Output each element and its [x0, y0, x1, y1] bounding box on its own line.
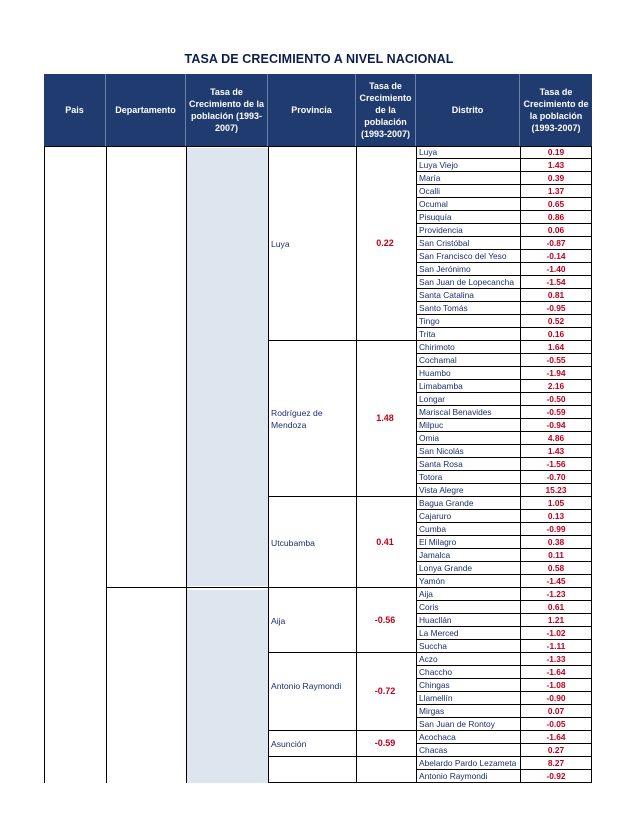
district-rate: 0.11 [520, 549, 591, 561]
district-name: Abelardo Pardo Lezameta [419, 758, 517, 768]
district-name: Succha [419, 641, 447, 651]
district-rate: 0.65 [520, 198, 591, 210]
district-name: Chirimoto [419, 342, 455, 352]
column-divider [106, 146, 107, 783]
province-rate: 0.41 [376, 536, 394, 547]
district-rate: 4.86 [520, 432, 591, 444]
table-row [416, 289, 591, 302]
district-name: Tingo [419, 316, 440, 326]
district-name: Llamellín [419, 693, 453, 703]
district-name: Aczo [419, 654, 438, 664]
district-name: San Juan de Lopecancha [419, 277, 514, 287]
province-divider [268, 340, 416, 341]
district-name: Mirgas [419, 706, 445, 716]
table-row [416, 367, 591, 380]
district-name: Ocalli [419, 186, 440, 196]
table-row [416, 731, 591, 744]
district-rate: -1.64 [520, 731, 591, 743]
table-row [416, 393, 591, 406]
district-rate: -0.92 [520, 770, 591, 782]
header-bottom-border [44, 146, 592, 147]
table-row [416, 744, 591, 757]
province-divider [268, 496, 416, 497]
district-rate: 0.86 [520, 211, 591, 223]
district-name: Cajaruro [419, 511, 452, 521]
district-name: Luya Viejo [419, 160, 458, 170]
table-row [416, 198, 591, 211]
table-row [416, 432, 591, 445]
table-row [416, 263, 591, 276]
district-rate: -1.64 [520, 666, 591, 678]
province-rate: 0.22 [376, 237, 394, 248]
district-rate: -0.59 [520, 406, 591, 418]
table-row [416, 159, 591, 172]
district-name: Omia [419, 433, 440, 443]
district-name: Limabamba [419, 381, 463, 391]
district-rate: -0.50 [520, 393, 591, 405]
header-distrito: Distrito [416, 74, 520, 146]
district-name: Vista Alegre [419, 485, 464, 495]
table-row [416, 549, 591, 562]
province-divider [268, 652, 416, 653]
table-row [416, 653, 591, 666]
district-rate: -1.23 [520, 588, 591, 600]
department-divider [106, 587, 268, 588]
district-rate: -0.99 [520, 523, 591, 535]
district-rate: -1.54 [520, 276, 591, 288]
district-rate: 0.52 [520, 315, 591, 327]
district-rate: 0.61 [520, 601, 591, 613]
district-rate: 0.27 [520, 744, 591, 756]
district-rate: 0.81 [520, 289, 591, 301]
district-name: Pisuquía [419, 212, 452, 222]
district-rate: -0.55 [520, 354, 591, 366]
district-rate: 0.38 [520, 536, 591, 548]
district-name: San Cristóbal [419, 238, 470, 248]
table-row [416, 770, 591, 783]
table-row [416, 705, 591, 718]
district-rate: -0.14 [520, 250, 591, 262]
department-rate-cell [187, 590, 268, 783]
table-row [416, 315, 591, 328]
district-name: Mariscal Benavides [419, 407, 492, 417]
table-row [416, 211, 591, 224]
district-rate: 1.43 [520, 159, 591, 171]
district-rate: -1.11 [520, 640, 591, 652]
table-row [416, 757, 591, 770]
district-name: Longar [419, 394, 446, 404]
district-name: Chingas [419, 680, 450, 690]
table-row [416, 575, 591, 588]
province-name: Rodríguez de Mendoza [271, 408, 323, 430]
district-rate: -0.90 [520, 692, 591, 704]
district-name: Acochaca [419, 732, 456, 742]
district-name: Santa Catalina [419, 290, 474, 300]
table-row [416, 692, 591, 705]
province-rate: -0.56 [374, 614, 396, 625]
district-rate: -1.08 [520, 679, 591, 691]
district-name: Chacas [419, 745, 448, 755]
district-rate: 1.43 [520, 445, 591, 457]
district-name: Ocumal [419, 199, 448, 209]
district-rate: 0.39 [520, 172, 591, 184]
table-row [416, 224, 591, 237]
district-rate: 1.37 [520, 185, 591, 197]
table-row [416, 523, 591, 536]
district-name: San Juan de Rontoy [419, 719, 495, 729]
table-row [416, 601, 591, 614]
district-name: Huacllán [419, 615, 452, 625]
district-rate: -1.33 [520, 653, 591, 665]
district-name: Cochamal [419, 355, 457, 365]
table-row [416, 679, 591, 692]
district-name: Yamón [419, 576, 445, 586]
header-departamento: Departamento [106, 74, 186, 146]
district-name: Lonya Grande [419, 563, 473, 573]
table-row [416, 536, 591, 549]
province-name: Antonio Raymondi [271, 681, 342, 691]
district-rate: 0.19 [520, 146, 591, 158]
district-rate: 0.13 [520, 510, 591, 522]
table-row [416, 640, 591, 653]
province-divider [268, 756, 416, 757]
table-row [416, 497, 591, 510]
table-row [416, 172, 591, 185]
table-row [416, 328, 591, 341]
table-row [416, 237, 591, 250]
district-rate: 1.64 [520, 341, 591, 353]
table-row [416, 588, 591, 601]
district-name: San Francisco del Yeso [419, 251, 507, 261]
province-name: Aija [271, 615, 286, 626]
header-tasa-distrito: Tasa de Crecimiento de la población (1993-2007) [520, 74, 592, 146]
district-name: Trita [419, 329, 436, 339]
header-provincia: Provincia [268, 74, 356, 146]
table-row [416, 250, 591, 263]
district-name: María [419, 173, 441, 183]
district-name: Luya [419, 147, 438, 157]
district-name: Santo Tomás [419, 303, 468, 313]
table-row [416, 419, 591, 432]
province-rate: -0.59 [374, 738, 396, 748]
table-row [416, 445, 591, 458]
district-rate: -0.87 [520, 237, 591, 249]
table-row [416, 380, 591, 393]
column-divider [591, 146, 592, 783]
table-row [416, 614, 591, 627]
district-name: Totora [419, 472, 443, 482]
column-divider [268, 146, 269, 783]
table-row [416, 276, 591, 289]
table-row [416, 458, 591, 471]
district-rate: 0.58 [520, 562, 591, 574]
district-rate: -0.95 [520, 302, 591, 314]
district-rate: 0.07 [520, 705, 591, 717]
district-rate: 1.05 [520, 497, 591, 509]
column-divider [44, 146, 45, 783]
table-row [416, 666, 591, 679]
province-divider [268, 730, 416, 731]
district-name: Huambo [419, 368, 451, 378]
district-rate: -0.05 [520, 718, 591, 730]
province-name: Luya [271, 238, 290, 249]
district-rate: 0.06 [520, 224, 591, 236]
district-rate: 15.23 [520, 484, 591, 496]
district-name: Santa Rosa [419, 459, 463, 469]
table-row [416, 406, 591, 419]
district-rate: -0.70 [520, 471, 591, 483]
district-name: Milpuc [419, 420, 444, 430]
district-rate: -1.40 [520, 263, 591, 275]
header-tasa-departamento: Tasa de Crecimiento de la población (1993-2007) [186, 74, 268, 146]
table-row [416, 627, 591, 640]
district-name: Coris [419, 602, 439, 612]
district-rate: 1.21 [520, 614, 591, 626]
table-row [416, 562, 591, 575]
district-name: Jamalca [419, 550, 451, 560]
district-name: Chaccho [419, 667, 453, 677]
table-row [416, 471, 591, 484]
header-tasa-provincia: Tasa de Crecimiento de la población (1993-2007) [356, 74, 416, 146]
district-rate: 0.16 [520, 328, 591, 340]
column-divider [186, 146, 187, 783]
province-divider [268, 587, 416, 588]
district-name: Antonio Raymondi [419, 771, 488, 781]
table-row [416, 718, 591, 731]
district-rate: -1.45 [520, 575, 591, 587]
table-row [416, 341, 591, 354]
district-name: El Milagro [419, 537, 457, 547]
province-divider [268, 782, 416, 783]
district-name: Providencia [419, 225, 463, 235]
table-row [416, 302, 591, 315]
table-row [416, 185, 591, 198]
table-row [416, 484, 591, 497]
table-row [416, 354, 591, 367]
district-name: La Merced [419, 628, 459, 638]
district-rate: -0.94 [520, 419, 591, 431]
district-rate: 8.27 [520, 757, 591, 769]
district-name: Bagua Grande [419, 498, 474, 508]
province-name: Utcubamba [271, 537, 315, 548]
district-rate: 2.16 [520, 380, 591, 392]
district-name: Aija [419, 589, 433, 599]
district-rate: -1.02 [520, 627, 591, 639]
department-rate-cell [187, 148, 268, 586]
table-row [416, 146, 591, 159]
district-rate: -1.94 [520, 367, 591, 379]
column-divider [416, 146, 417, 783]
table-row [416, 510, 591, 523]
province-name: Asunción [271, 739, 307, 749]
page-title: TASA DE CRECIMIENTO A NIVEL NACIONAL [184, 52, 454, 66]
district-name: San Jerónimo [419, 264, 471, 274]
header-pais: Pais [44, 74, 106, 146]
province-rate: 1.48 [376, 413, 394, 423]
district-rate: -1.56 [520, 458, 591, 470]
column-divider [356, 146, 357, 783]
district-name: San Nicolás [419, 446, 464, 456]
province-rate: -0.72 [374, 686, 396, 696]
district-name: Cumba [419, 524, 446, 534]
